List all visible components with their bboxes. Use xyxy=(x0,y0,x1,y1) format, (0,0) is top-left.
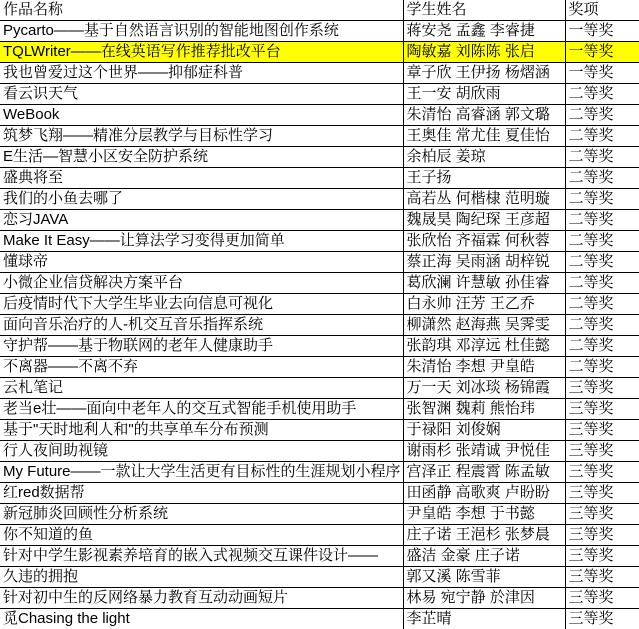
student-names-cell[interactable]: 盛洁 金豪 庄子诺 xyxy=(403,546,565,567)
work-title-cell[interactable]: 云札笔记 xyxy=(0,378,403,399)
work-title-cell[interactable]: 我也曾爱过这个世界——抑郁症科普 xyxy=(0,63,403,84)
student-names-cell[interactable]: 张智渊 魏莉 熊怡玮 xyxy=(403,399,565,420)
award-cell[interactable]: 一等奖 xyxy=(565,42,639,63)
work-title-cell[interactable]: 老当e壮——面向中老年人的交互式智能手机使用助手 xyxy=(0,399,403,420)
student-names-cell[interactable]: 林易 宛宁静 於津因 xyxy=(403,588,565,609)
award-cell[interactable]: 二等奖 xyxy=(565,105,639,126)
student-names-cell[interactable]: 王一安 胡欣雨 xyxy=(403,84,565,105)
award-cell[interactable]: 二等奖 xyxy=(565,210,639,231)
table-row xyxy=(0,21,639,42)
table-row xyxy=(0,609,639,629)
student-names-cell[interactable]: 魏晟昊 陶纪琛 王彦超 xyxy=(403,210,565,231)
table-row xyxy=(0,315,639,336)
work-title-cell[interactable]: 红red数据帮 xyxy=(0,483,403,504)
work-title-cell[interactable]: 新冠肺炎回顾性分析系统 xyxy=(0,504,403,525)
work-title-cell[interactable]: 不离器——不离不弃 xyxy=(0,357,403,378)
table-row xyxy=(0,294,639,315)
table-row xyxy=(0,189,639,210)
work-title-cell[interactable]: 后疫情时代下大学生毕业去向信息可视化 xyxy=(0,294,403,315)
student-names-cell[interactable]: 朱清怡 高睿涵 郭文璐 xyxy=(403,105,565,126)
award-cell[interactable]: 二等奖 xyxy=(565,168,639,189)
student-names-cell[interactable]: 张欣怡 齐福霖 何秋蓉 xyxy=(403,231,565,252)
student-names-cell[interactable]: 高若丛 何楷棣 范明璇 xyxy=(403,189,565,210)
table-row xyxy=(0,63,639,84)
award-cell[interactable]: 二等奖 xyxy=(565,315,639,336)
table-row xyxy=(0,441,639,462)
student-names-cell[interactable]: 陶敏嘉 刘陈陈 张启 xyxy=(403,42,565,63)
work-title-cell[interactable]: 觅Chasing the light xyxy=(0,609,403,629)
award-cell[interactable]: 一等奖 xyxy=(565,21,639,42)
table-body xyxy=(0,21,639,629)
table-row xyxy=(0,504,639,525)
table-row xyxy=(0,525,639,546)
work-title-cell[interactable]: 我们的小鱼去哪了 xyxy=(0,189,403,210)
work-title-cell[interactable]: Make It Easy——让算法学习变得更加简单 xyxy=(0,231,403,252)
table-row-highlighted xyxy=(0,42,639,63)
work-title-cell[interactable]: TQLWriter——在线英语写作推荐批改平台 xyxy=(0,42,403,63)
table-row xyxy=(0,126,639,147)
column-header-award[interactable]: 奖项 xyxy=(565,0,639,21)
table-row xyxy=(0,462,639,483)
student-names-cell[interactable]: 柳潇然 赵海燕 吴霁雯 xyxy=(403,315,565,336)
table-row xyxy=(0,483,639,504)
award-cell[interactable]: 三等奖 xyxy=(565,546,639,567)
work-title-cell[interactable]: 针对初中生的反网络暴力教育互动动画短片 xyxy=(0,588,403,609)
table-row xyxy=(0,273,639,294)
table-row xyxy=(0,210,639,231)
award-cell[interactable]: 三等奖 xyxy=(565,588,639,609)
table-row xyxy=(0,399,639,420)
table-row xyxy=(0,168,639,189)
student-names-cell[interactable]: 庄子诺 王浥杉 张梦晨 xyxy=(403,525,565,546)
work-title-cell[interactable]: 懂球帝 xyxy=(0,252,403,273)
column-header-work-title[interactable]: 作品名称 xyxy=(0,0,403,21)
award-cell[interactable]: 一等奖 xyxy=(565,63,639,84)
award-cell[interactable]: 三等奖 xyxy=(565,420,639,441)
award-cell[interactable]: 二等奖 xyxy=(565,126,639,147)
student-names-cell[interactable]: 余柏辰 姜琼 xyxy=(403,147,565,168)
award-cell[interactable]: 二等奖 xyxy=(565,294,639,315)
work-title-cell[interactable]: 行人夜间助视镜 xyxy=(0,441,403,462)
award-cell[interactable]: 三等奖 xyxy=(565,504,639,525)
column-header-student-names[interactable]: 学生姓名 xyxy=(403,0,565,21)
student-names-cell[interactable]: 谢雨杉 张靖诚 尹悦佳 xyxy=(403,441,565,462)
award-cell[interactable]: 三等奖 xyxy=(565,441,639,462)
work-title-cell[interactable]: 久违的拥抱 xyxy=(0,567,403,588)
work-title-cell[interactable]: Pycarto——基于自然语言识别的智能地图创作系统 xyxy=(0,21,403,42)
student-names-cell[interactable]: 章子欣 王伊扬 杨熠涵 xyxy=(403,63,565,84)
table-row xyxy=(0,357,639,378)
student-names-cell[interactable]: 尹皇皓 李想 于书懿 xyxy=(403,504,565,525)
award-cell[interactable]: 二等奖 xyxy=(565,252,639,273)
student-names-cell[interactable]: 郭又溪 陈雪菲 xyxy=(403,567,565,588)
student-names-cell[interactable]: 田函静 高歌爽 卢盼盼 xyxy=(403,483,565,504)
award-cell[interactable]: 三等奖 xyxy=(565,483,639,504)
table-row xyxy=(0,105,639,126)
work-title-cell[interactable]: WeBook xyxy=(0,105,403,126)
award-cell[interactable]: 二等奖 xyxy=(565,273,639,294)
award-cell[interactable]: 二等奖 xyxy=(565,357,639,378)
student-names-cell[interactable]: 于禄阳 刘俊娴 xyxy=(403,420,565,441)
work-title-cell[interactable]: 盛典将至 xyxy=(0,168,403,189)
table-row xyxy=(0,588,639,609)
award-cell[interactable]: 二等奖 xyxy=(565,231,639,252)
table-row xyxy=(0,147,639,168)
award-cell[interactable]: 二等奖 xyxy=(565,336,639,357)
work-title-cell[interactable]: 看云识天气 xyxy=(0,84,403,105)
table-row xyxy=(0,231,639,252)
student-names-cell[interactable]: 王子扬 xyxy=(403,168,565,189)
table-row xyxy=(0,252,639,273)
award-cell[interactable]: 三等奖 xyxy=(565,378,639,399)
work-title-cell[interactable]: 筑梦飞翔——精准分层教学与目标性学习 xyxy=(0,126,403,147)
student-names-cell[interactable]: 王奥佳 常尤佳 夏佳怡 xyxy=(403,126,565,147)
award-cell[interactable]: 三等奖 xyxy=(565,525,639,546)
work-title-cell[interactable]: 针对中学生影视素养培育的嵌入式视频交互课件设计—— xyxy=(0,546,403,567)
student-names-cell[interactable]: 朱清怡 李想 尹皇皓 xyxy=(403,357,565,378)
student-names-cell[interactable]: 蒋安尧 孟鑫 李睿捷 xyxy=(403,21,565,42)
work-title-cell[interactable]: 基于"天时地利人和"的共享单车分布预测 xyxy=(0,420,403,441)
student-names-cell[interactable]: 万一天 刘冰琰 杨锦霞 xyxy=(403,378,565,399)
student-names-cell[interactable]: 白永帅 汪芳 王乙乔 xyxy=(403,294,565,315)
award-cell[interactable]: 二等奖 xyxy=(565,147,639,168)
award-cell[interactable]: 二等奖 xyxy=(565,84,639,105)
table-row xyxy=(0,567,639,588)
student-names-cell[interactable]: 蔡正海 吴雨涵 胡梓锐 xyxy=(403,252,565,273)
work-title-cell[interactable]: 恋习JAVA xyxy=(0,210,403,231)
work-title-cell[interactable]: My Future——一款让大学生活更有目标性的生涯规划小程序 xyxy=(0,462,403,483)
award-cell[interactable]: 三等奖 xyxy=(565,462,639,483)
work-title-cell[interactable]: 小微企业信贷解决方案平台 xyxy=(0,273,403,294)
table-row xyxy=(0,336,639,357)
student-names-cell[interactable]: 李芷晴 xyxy=(403,609,565,629)
work-title-cell[interactable]: 你不知道的鱼 xyxy=(0,525,403,546)
student-names-cell[interactable]: 葛欣澜 许慧敏 孙佳睿 xyxy=(403,273,565,294)
table-row xyxy=(0,546,639,567)
header-row xyxy=(0,0,639,21)
award-cell[interactable]: 三等奖 xyxy=(565,567,639,588)
award-cell[interactable]: 三等奖 xyxy=(565,609,639,629)
work-title-cell[interactable]: 守护帮——基于物联网的老年人健康助手 xyxy=(0,336,403,357)
table-row xyxy=(0,84,639,105)
award-cell[interactable]: 二等奖 xyxy=(565,189,639,210)
student-names-cell[interactable]: 张韵琪 邓淳远 杜佳懿 xyxy=(403,336,565,357)
award-cell[interactable]: 三等奖 xyxy=(565,399,639,420)
table-row xyxy=(0,378,639,399)
work-title-cell[interactable]: 面向音乐治疗的人-机交互音乐指挥系统 xyxy=(0,315,403,336)
student-names-cell[interactable]: 宫泽正 程震霄 陈孟敏 xyxy=(403,462,565,483)
table-row xyxy=(0,420,639,441)
work-title-cell[interactable]: E生活—智慧小区安全防护系统 xyxy=(0,147,403,168)
